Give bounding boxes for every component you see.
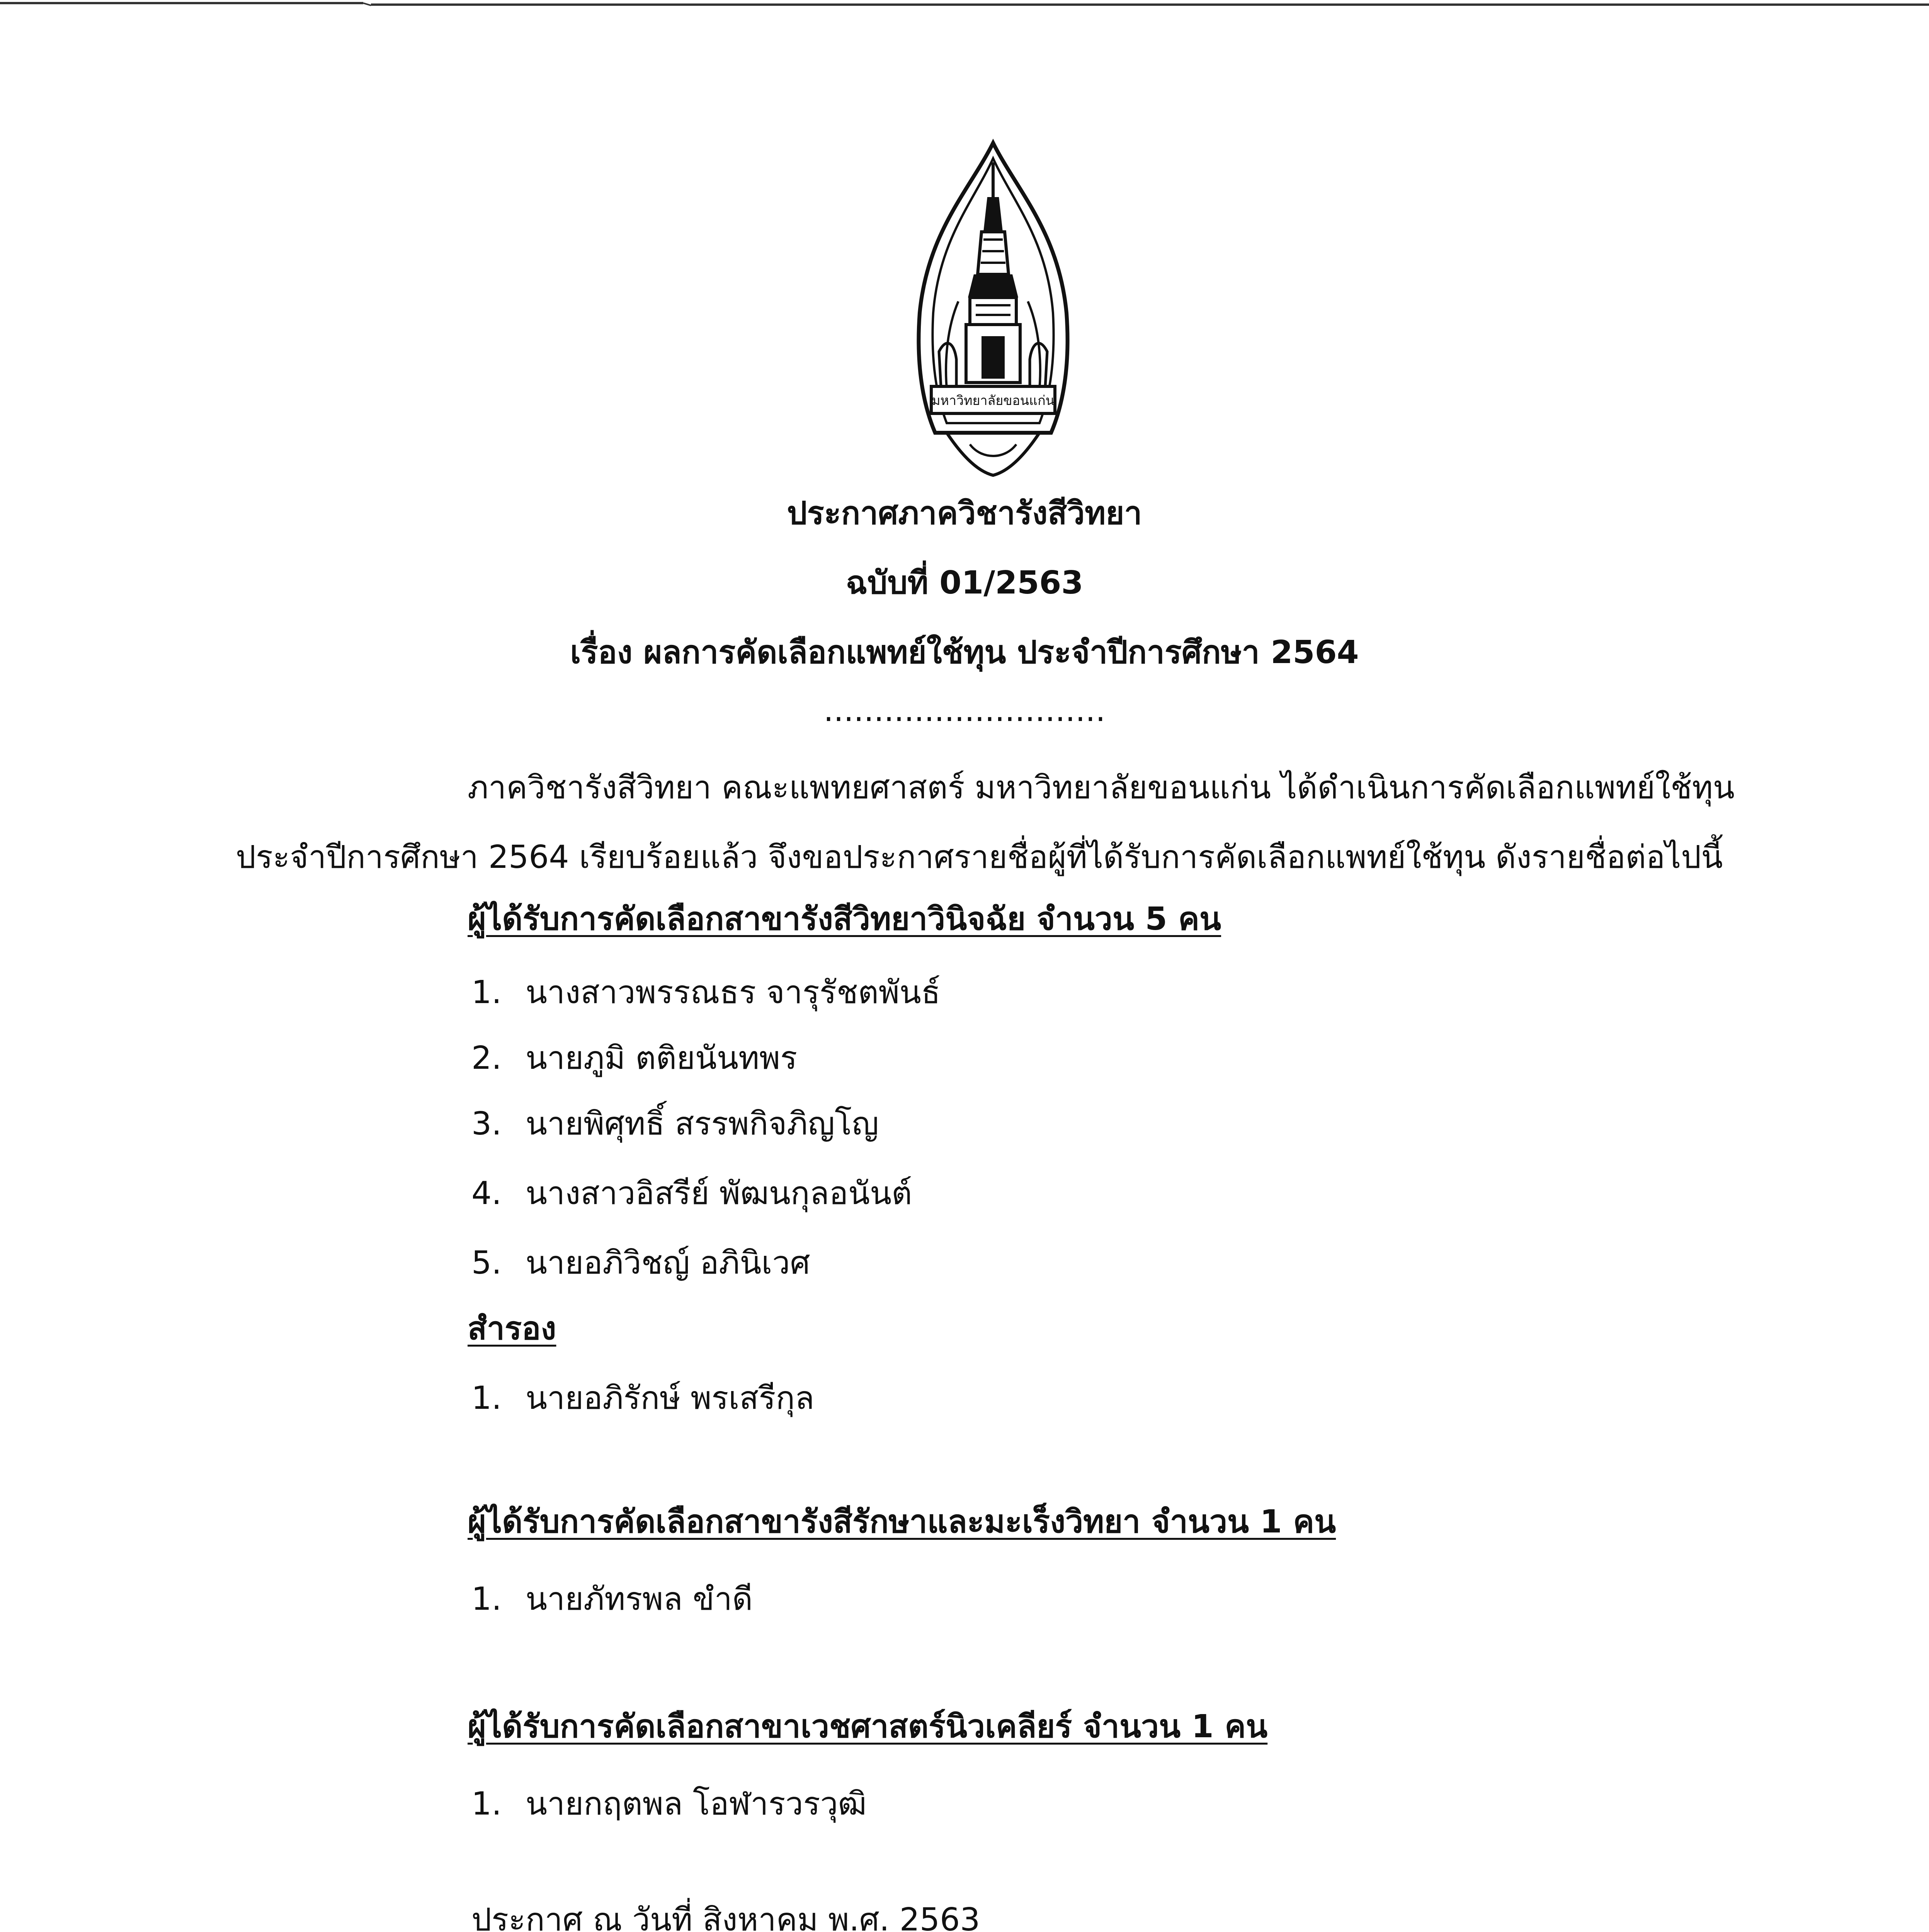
dotted-separator: ............................ <box>823 692 1106 729</box>
list-item: 1. นางสาวพรรณธร จารุรัชตพันธ์ <box>471 974 941 1011</box>
list-item: 1. นายภัทรพล ขำดี <box>471 1581 753 1617</box>
intro-line-1: ภาควิชารังสีวิทยา คณะแพทยศาสตร์ มหาวิทยาลัยขอนแก่น ได้ดำเนินการคัดเลือกแพทย์ใช้ทุน <box>468 769 1735 806</box>
reserve-heading: สำรอง <box>468 1310 556 1347</box>
list-item: 2. นายภูมิ ตติยนันทพร <box>471 1040 798 1077</box>
list-item: 3. นายพิศุทธิ์ สรรพกิจภิญโญ <box>471 1105 879 1142</box>
intro-line-2: ประจำปีการศึกษา 2564 เรียบร้อยแล้ว จึงขอประกาศรายชื่อผู้ที่ได้รับการคัดเลือกแพทย์ใช้ทุน ดังรายชื่อต่อไปนี้ <box>236 839 1723 876</box>
svg-text:มหาวิทยาลัยขอนแก่น: มหาวิทยาลัยขอนแก่น <box>932 393 1055 408</box>
announcement-subject: เรื่อง ผลการคัดเลือกแพทย์ใช้ทุน ประจำปีการศึกษา 2564 <box>570 634 1359 671</box>
list-item: 5. นายอภิวิชญ์ อภินิเวศ <box>471 1245 810 1281</box>
announcement-date: ประกาศ ณ วันที่ สิงหาคม พ.ศ. 2563 <box>471 1901 980 1932</box>
list-item: 1. นายกฤตพล โอฬารวรวุฒิ <box>471 1786 867 1822</box>
university-seal-logo <box>912 135 1074 483</box>
list-item: 4. นางสาวอิสรีย์ พัฒนกุลอนันต์ <box>471 1175 912 1212</box>
scan-edge-line <box>0 0 1929 12</box>
list-item: 1. นายอภิรักษ์ พรเสรีกุล <box>471 1380 815 1417</box>
section-heading-nuclear-medicine: ผู้ได้รับการคัดเลือกสาขาเวชศาสตร์นิวเคลียร์ จำนวน 1 คน <box>468 1708 1268 1745</box>
section-heading-radiation-oncology: ผู้ได้รับการคัดเลือกสาขารังสีรักษาและมะเร็งวิทยา จำนวน 1 คน <box>468 1503 1336 1540</box>
section-heading-diagnostic-radiology: ผู้ได้รับการคัดเลือกสาขารังสีวิทยาวินิจฉัย จำนวน 5 คน <box>468 901 1221 937</box>
announcement-title: ประกาศภาควิชารังสีวิทยา <box>787 495 1142 532</box>
announcement-number: ฉบับที่ 01/2563 <box>845 565 1084 601</box>
